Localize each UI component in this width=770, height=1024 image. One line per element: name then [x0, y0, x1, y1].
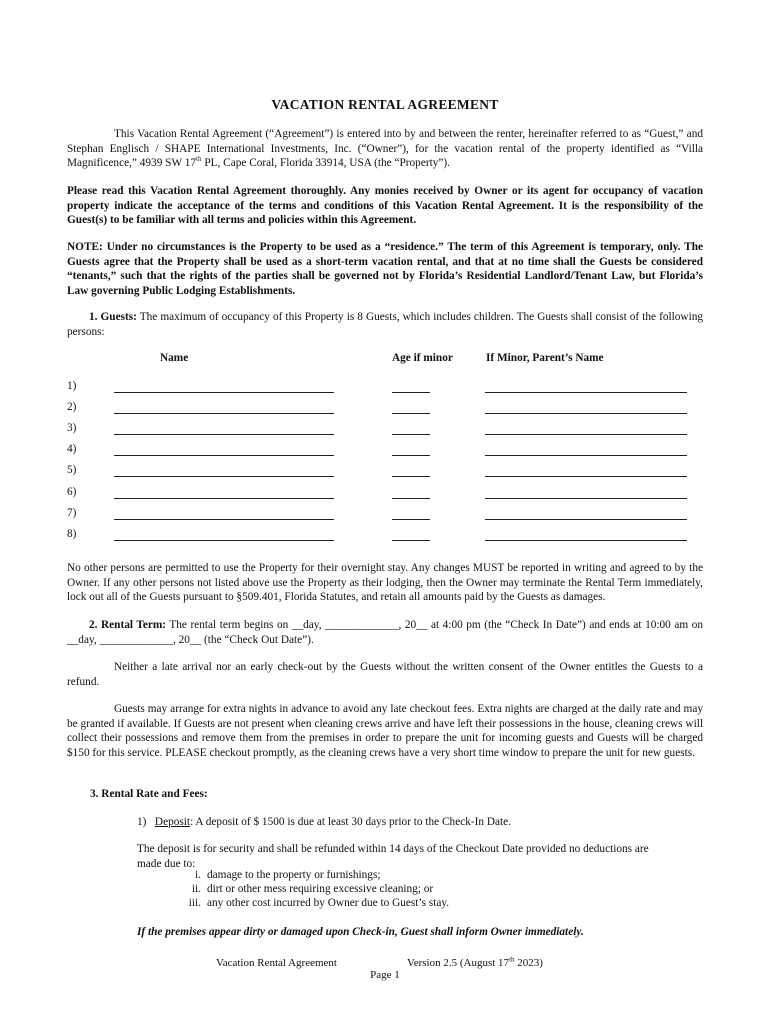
- intro-text-2: PL, Cape Coral, Florida 33914, USA (the “Property”).: [201, 157, 450, 170]
- no-other-persons-paragraph: No other persons are permitted to use the Property for their overnight stay. Any changes MUST be reported in writing and agreed to by the Owner. If any other persons not listed above use the Property as their lodging, then the Owner may terminate the Rental Term immediately, lock out all of the Guests pursuant to §509.401, Florida Statutes, and retain all amounts paid by the Guests as damages.: [67, 562, 703, 604]
- guest-age-line[interactable]: [392, 519, 430, 520]
- guest-name-line[interactable]: [114, 455, 334, 456]
- guest-parent-line[interactable]: [485, 455, 687, 456]
- guest-row: [67, 422, 707, 438]
- guest-parent-line[interactable]: [485, 540, 687, 541]
- guest-name-line[interactable]: [114, 498, 334, 499]
- guest-age-line[interactable]: [392, 455, 430, 456]
- section-2-text: The rental term begins on __day, _____________, 20__ at 4:00 pm (the “Check In Date”) and ends at 10:00 am on __day, _____________, 20__ (the “Check Out Date”).: [67, 619, 703, 646]
- guest-row: [67, 401, 707, 417]
- guest-age-line[interactable]: [392, 498, 430, 499]
- section-3-heading: 3. Rental Rate and Fees:: [90, 788, 208, 800]
- footer-version: [407, 957, 543, 969]
- deposit-label: Deposit: [154, 816, 191, 828]
- footer-document-name: Vacation Rental Agreement: [216, 957, 337, 969]
- guest-row-number: 1): [67, 380, 77, 392]
- guest-age-line[interactable]: [392, 434, 430, 435]
- section-1-paragraph: [67, 310, 703, 339]
- guest-name-line[interactable]: [114, 413, 334, 414]
- section-1-text: The maximum of occupancy of this Property is 8 Guests, which includes children. The Guests shall consist of the following persons:: [67, 311, 703, 338]
- guest-parent-line[interactable]: [485, 392, 687, 393]
- guest-row: [67, 507, 707, 523]
- guest-parent-line[interactable]: [485, 519, 687, 520]
- footer-page-number: Page 1: [370, 969, 400, 981]
- note-paragraph: NOTE: Under no circumstances is the Property to be used as a “residence.” The term of this Agreement is temporary, only. The Guests agree that the Property shall be used as a short-term vacation rental, and that at no time shall the Guests be considered “tenants,” such that the rights of the parties shall be governed not by Florida’s Residential Landlord/Tenant Law, but Florida’s Law governing Public Lodging Establishments.: [67, 241, 703, 297]
- deposit-text: : A deposit of $ 1500 is due at least 30 days prior to the Check-In Date.: [190, 816, 512, 828]
- footer-version-superscript: th: [509, 955, 515, 964]
- guest-row: [67, 380, 707, 396]
- guest-row-number: 8): [67, 528, 77, 540]
- deposit-number: 1): [137, 816, 147, 828]
- column-header-name: Name: [160, 352, 189, 364]
- guest-name-line[interactable]: [114, 540, 334, 541]
- deposit-refund-paragraph: The deposit is for security and shall be refunded within 14 days of the Checkout Date provided no deductions are made due to:: [137, 843, 649, 870]
- guest-row-number: 7): [67, 507, 77, 519]
- guest-row-number: 3): [67, 422, 77, 434]
- checkin-warning: If the premises appear dirty or damaged upon Check-in, Guest shall inform Owner immediately.: [137, 926, 584, 938]
- guest-name-line[interactable]: [114, 519, 334, 520]
- guest-parent-line[interactable]: [485, 413, 687, 414]
- guest-row-number: 2): [67, 401, 77, 413]
- section-2-heading: 2. Rental Term:: [89, 619, 167, 631]
- guest-row: [67, 528, 707, 544]
- deduction-number: iii.: [188, 897, 201, 909]
- footer-version-suffix: 2023): [514, 957, 543, 969]
- section-2-paragraph: [67, 618, 703, 647]
- deposit-line: [137, 815, 697, 830]
- column-header-age: Age if minor: [392, 352, 453, 364]
- guest-age-line[interactable]: [392, 476, 430, 477]
- guest-row: [67, 464, 707, 480]
- deduction-text: dirt or other mess requiring excessive cleaning; or: [207, 883, 434, 895]
- late-arrival-paragraph: Neither a late arrival nor an early check-out by the Guests without the written consent of the Owner entitles the Guests to a refund.: [67, 661, 703, 688]
- guest-age-line[interactable]: [392, 392, 430, 393]
- extra-nights-paragraph: Guests may arrange for extra nights in advance to avoid any late checkout fees. Extra nights are charged at the daily rate and may be granted if available. If Guests are not present when cleaning crews arrive and have left their possessions in the house, cleaning crews will collect their possessions and remove them from the premises in order to prepare the unit for incoming guests and Guests will be charged $150 for this service. PLEASE checkout promptly, as the cleaning crews have a very short time window to prepare the unit for new guests.: [67, 703, 703, 759]
- deduction-text: damage to the property or furnishings;: [207, 869, 381, 881]
- guest-name-line[interactable]: [114, 476, 334, 477]
- guest-row-number: 4): [67, 443, 77, 455]
- section-1-heading: 1. Guests:: [89, 311, 137, 323]
- deduction-text: any other cost incurred by Owner due to Guest’s stay.: [207, 897, 450, 909]
- guest-parent-line[interactable]: [485, 498, 687, 499]
- please-read-paragraph: Please read this Vacation Rental Agreement thoroughly. Any monies received by Owner or its agent for occupancy of vacation property indicate the acceptance of the terms and conditions of this Vacation Rental Agreement. It is the responsibility of the Guest(s) to be familiar with all terms and policies within this Agreement.: [67, 185, 703, 227]
- guest-age-line[interactable]: [392, 413, 430, 414]
- column-header-parent: If Minor, Parent’s Name: [486, 352, 604, 364]
- guest-parent-line[interactable]: [485, 434, 687, 435]
- guest-row: [67, 486, 707, 502]
- intro-text-1: This Vacation Rental Agreement (“Agreement”) is entered into by and between the renter, hereinafter referred to as “Guest,” and Stephan Englisch / SHAPE International Investments, Inc. (“Owner”), for the vacation rental of the property identified as “Villa Magnificence,” 4939 SW 17: [67, 128, 703, 170]
- intro-superscript: th: [196, 155, 202, 164]
- guest-age-line[interactable]: [392, 540, 430, 541]
- guest-parent-line[interactable]: [485, 476, 687, 477]
- deduction-number: i.: [195, 869, 201, 881]
- guest-row: [67, 443, 707, 459]
- guest-row-number: 5): [67, 464, 77, 476]
- guest-row-number: 6): [67, 486, 77, 498]
- footer-version-prefix: Version 2.5 (August 17: [407, 957, 510, 969]
- guest-name-line[interactable]: [114, 434, 334, 435]
- intro-paragraph: [67, 127, 703, 171]
- guest-name-line[interactable]: [114, 392, 334, 393]
- deduction-number: ii.: [191, 883, 201, 895]
- document-title: VACATION RENTAL AGREEMENT: [271, 97, 499, 112]
